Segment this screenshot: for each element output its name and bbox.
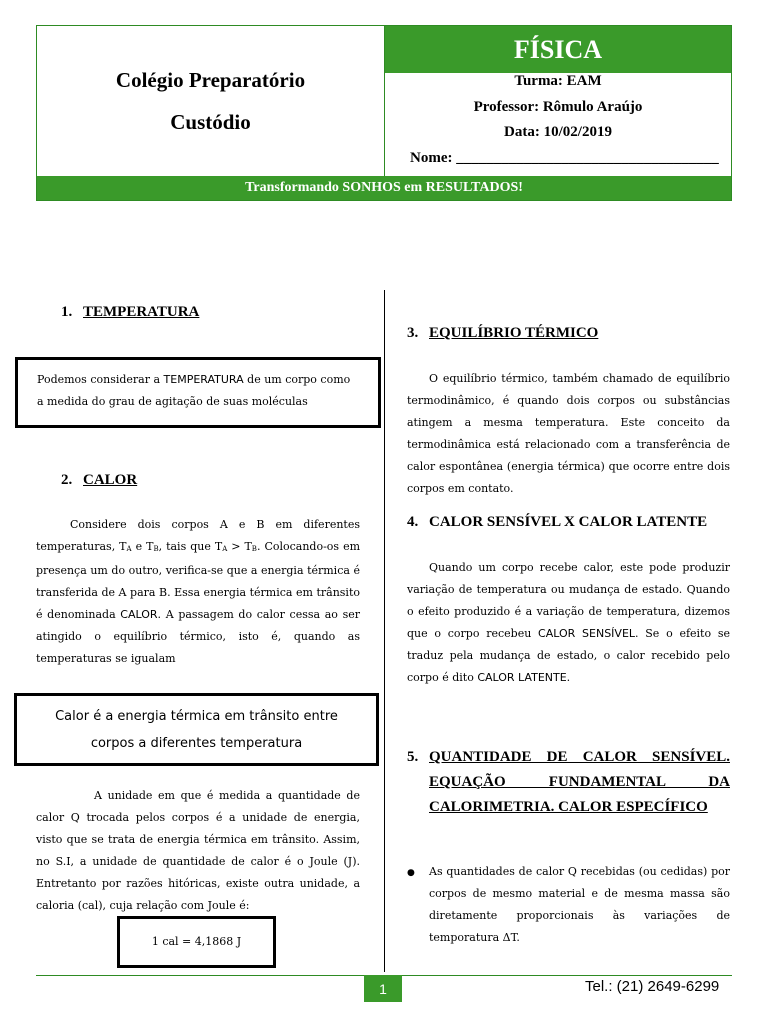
- section-4-heading: [407, 514, 707, 531]
- section-5-heading: [407, 745, 730, 820]
- bullet-text: As quantidades de calor Q recebidas (ou cedidas) por corpos de mesmo material e de mesma massa são diretamente proporcionais às variações de temporatura ΔT.: [429, 865, 730, 944]
- section-2-heading: [61, 472, 137, 489]
- slogan-bar: Transformando SONHOS em RESULTADOS!: [37, 176, 731, 200]
- temperature-box-text-b: de um corpo como a medida do grau de agitação de suas moléculas: [37, 373, 351, 408]
- temperature-definition-box: [15, 357, 381, 428]
- page-number: 1: [364, 975, 402, 1002]
- calor-text-a: Considere dois corpos A e B em diferentes temperaturas, T: [36, 518, 360, 553]
- sensivel-text-b: . Se o efeito se traduz pela mudança de estado, o calor recebido pelo corpo é dito: [407, 627, 730, 684]
- temperature-box-text-a: Podemos considerar a: [37, 373, 164, 386]
- section-4-number: 4.: [407, 514, 419, 530]
- subject-title: FÍSICA: [385, 26, 731, 73]
- calor-box-line1: Calor é a energia térmica em trânsito entre: [55, 708, 338, 724]
- bullet-icon: ●: [407, 868, 415, 878]
- phone-number: Tel.: (21) 2649-6299: [585, 978, 720, 995]
- section-2-number: 2.: [61, 472, 73, 488]
- section-3-heading: [407, 325, 598, 342]
- temperature-keyword: TEMPERATURA: [163, 373, 244, 386]
- calor-text-b: e T: [131, 540, 154, 553]
- equilibrio-paragraph: O equilíbrio térmico, também chamado de equilíbrio termodinâmico, é quando dois corpos ou substâncias atingem a mesma temperatura. Este conceito da termodinâmica está relacionado com a transferência de calor espontânea (energia térmica) que ocorre entre dois corpos em contato.: [407, 372, 730, 495]
- section-3-number: 3.: [407, 325, 419, 341]
- column-divider: [384, 290, 385, 972]
- subscript-a2: A: [222, 545, 228, 553]
- sensivel-text-c: .: [566, 671, 571, 684]
- section-4-title: CALOR SENSÍVEL X CALOR LATENTE: [429, 514, 708, 530]
- school-name-line2: Custódio: [170, 110, 251, 134]
- sensivel-text-a: Quando um corpo recebe calor, este pode produzir variação de temperatura ou mudança de estado. Quando o efeito produzido é a variação de temperatura, dizemos que o corpo recebeu: [407, 561, 730, 640]
- calor-sensivel-paragraph: [407, 557, 730, 689]
- section-2-title: CALOR: [83, 472, 138, 488]
- calor-text-e: . Colocando-os em presença um do outro, verifica-se que a energia térmica é transferida de A para B. Essa energia térmica em trânsito é denominada: [36, 540, 361, 621]
- section-1-title: TEMPERATURA: [83, 304, 200, 320]
- calor-keyword: CALOR: [120, 608, 158, 621]
- section-1-number: 1.: [61, 304, 73, 320]
- subscript-b2: B: [251, 545, 257, 553]
- section-5-number: 5.: [407, 749, 419, 765]
- calor-text-c: , tais que T: [158, 540, 223, 553]
- section-1-heading: [61, 304, 199, 321]
- subscript-a: A: [126, 545, 132, 553]
- formula-box: 1 cal = 4,1868 J: [117, 916, 276, 968]
- calor-paragraph: [36, 514, 360, 670]
- name-field[interactable]: Nome: ___________________________________: [410, 150, 719, 166]
- calor-text-d: > T: [227, 540, 252, 553]
- calor-text-f: . A passagem do calor cessa ao ser atingido o equilíbrio térmico, isto é, quando as temperaturas se igualam: [36, 608, 360, 665]
- professor-label: Professor: Rômulo Araújo: [473, 99, 643, 115]
- section-5-title: QUANTIDADE DE CALOR SENSÍVEL. EQUAÇÃO FUNDAMENTAL DA CALORIMETRIA. CALOR ESPECÍFICO: [429, 749, 730, 815]
- subscript-b: B: [153, 545, 159, 553]
- date-label: Data: 10/02/2019: [504, 124, 612, 140]
- section-3-title: EQUILÍBRIO TÉRMICO: [429, 325, 599, 341]
- school-name: [37, 26, 384, 176]
- calor-sensivel-keyword: CALOR SENSÍVEL: [538, 627, 636, 640]
- calor-latente-keyword: CALOR LATENTE: [477, 671, 567, 684]
- turma-label: Turma: EAM: [514, 73, 602, 89]
- calor-definition-box: [14, 693, 379, 766]
- school-name-line1: Colégio Preparatório: [115, 68, 306, 92]
- calor-box-line2: corpos a diferentes temperatura: [90, 735, 303, 751]
- unidade-paragraph: A unidade em que é medida a quantidade de calor Q trocada pelos corpos é a unidade de energia, visto que se trata de energia térmica em trânsito. Assim, no S.I, a unidade de quantidade de calor é o Joule (J). Entretanto por razões hitóricas, existe outra unidade, a caloria (cal), cuja relação com Joule é:: [36, 789, 360, 912]
